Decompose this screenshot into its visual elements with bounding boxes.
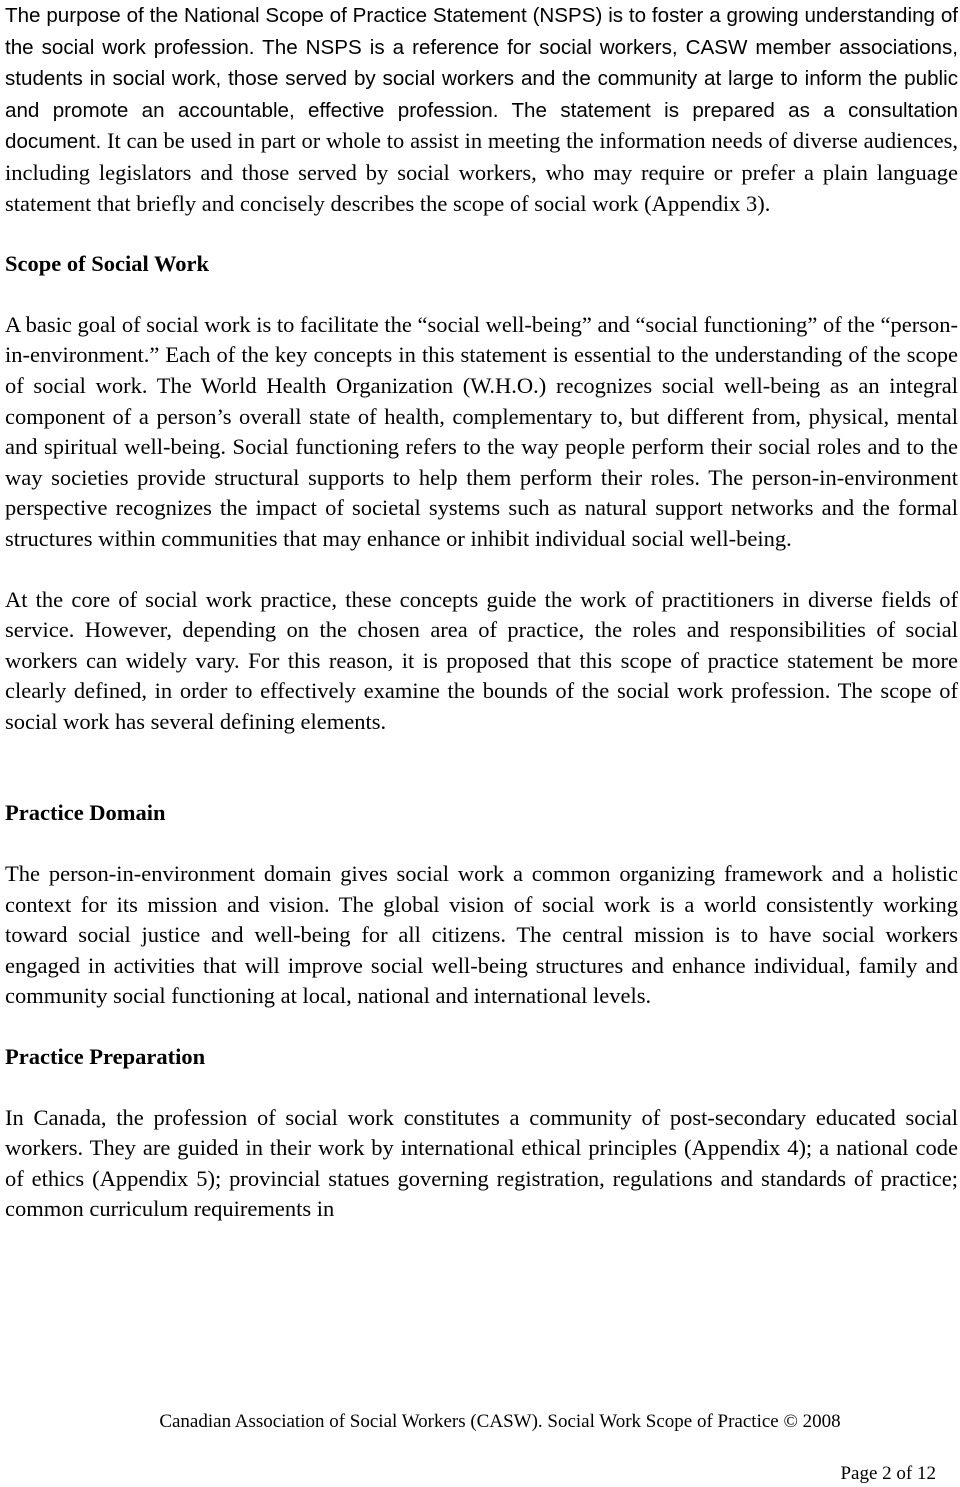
- scope-heading: Scope of Social Work: [5, 251, 209, 277]
- domain-paragraph: The person-in-environment domain gives social work a common organizing framework and a holistic context for its mission and vision. The global vision of social work is a world consistently working toward social justice and well-being for all citizens. The central mission is to have social workers engaged in activities that will improve social well-being structures and enhance individual, family and community social functioning at local, national and international levels.: [5, 861, 958, 1009]
- page-number: Page 2 of 12: [840, 1463, 936, 1484]
- page-footer: Canadian Association of Social Workers (CASW). Social Work Scope of Practice © 2008: [159, 1411, 841, 1432]
- domain-heading: Practice Domain: [5, 800, 166, 826]
- preparation-heading: Practice Preparation: [5, 1044, 206, 1070]
- intro-part-2: It can be used in part or whole to assist in meeting the information needs of diverse audiences, including legislators and those served by social workers, who may require or prefer a plain language statement that briefly and concisely describes the scope of social work (Appendix 3).: [5, 128, 958, 216]
- document-page: [5, 0, 958, 1225]
- intro-part-1: The purpose of the National Scope of Practice Statement (NSPS) is to foster a growing understanding of the social work profession. The NSPS is a reference for social workers, CASW member associations, students in social work, those served by social workers and the community at large to inform the public and promote an accountable, effective profession. The statement is prepared as a consultation document.: [5, 4, 958, 154]
- preparation-paragraph: In Canada, the profession of social work constitutes a community of post-secondary educated social workers. They are guided in their work by international ethical principles (Appendix 4); a national code of ethics (Appendix 5); provincial statues governing registration, regulations and standards of practice; common curriculum requirements in: [5, 1104, 958, 1222]
- intro-paragraph: [5, 0, 958, 219]
- scope-paragraph-1: A basic goal of social work is to facilitate the “social well-being” and “social functioning” of the “person-in-environment.” Each of the key concepts in this statement is essential to the understanding of the scope of social work. The World Health Organization (W.H.O.) recognizes social well-being as an integral component of a person’s overall state of health, complementary to, but different from, physical, mental and spiritual well-being. Social functioning refers to the way people perform their social roles and to the way societies provide structural supports to help them perform their roles. The person-in-environment perspective recognizes the impact of societal systems such as natural support networks and the formal structures within communities that may enhance or inhibit individual social well-being.: [5, 311, 958, 551]
- scope-paragraph-2: At the core of social work practice, these concepts guide the work of practitioners in diverse fields of service. However, depending on the chosen area of practice, the roles and responsibilities of social workers can widely vary. For this reason, it is proposed that this scope of practice statement be more clearly defined, in order to effectively examine the bounds of the social work profession. The scope of social work has several defining elements.: [5, 586, 958, 734]
